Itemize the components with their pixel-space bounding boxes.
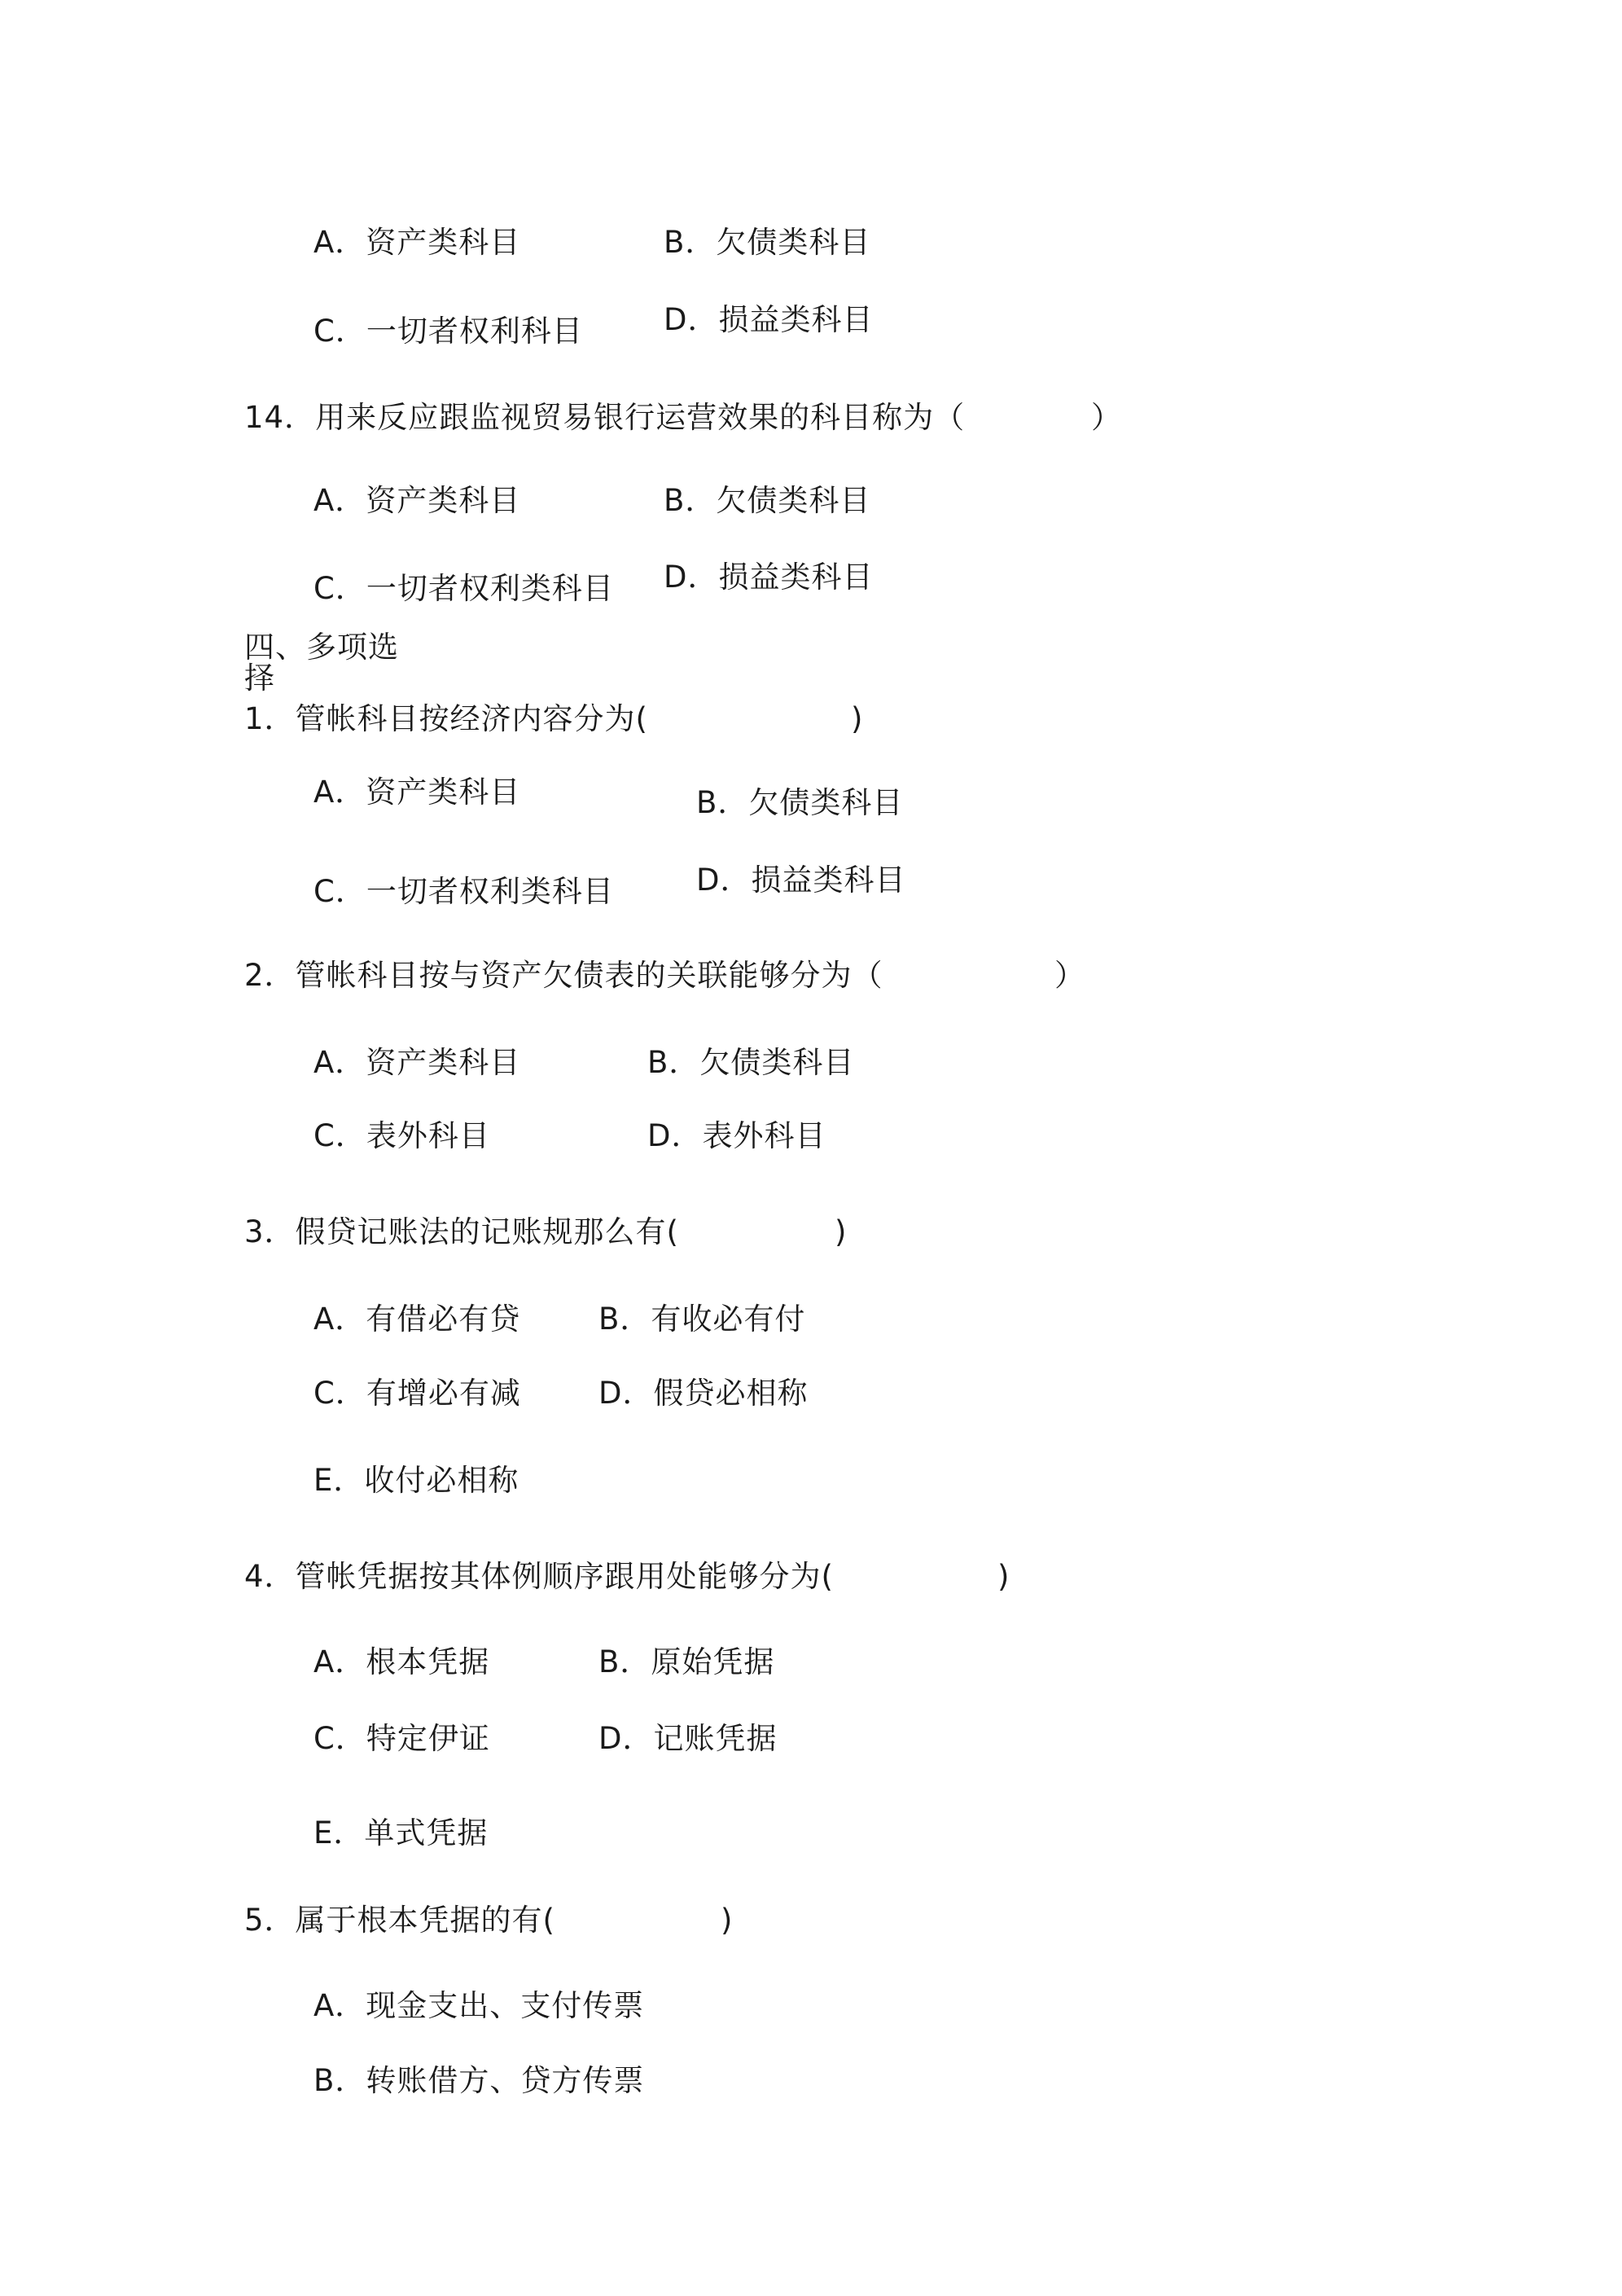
text-line: 3．假贷记账法的记账规那么有( — [244, 1214, 679, 1249]
text-line: C．一切者权利类科目 — [313, 571, 614, 606]
text-line: A．资产类科目 — [313, 775, 521, 810]
text-line: 5．属于根本凭据的有( — [244, 1903, 555, 1938]
text-line: B．欠债类科目 — [664, 225, 871, 260]
text-line: ） — [1091, 400, 1122, 435]
text-line: D．记账凭据 — [598, 1721, 778, 1756]
text-line: B．欠债类科目 — [664, 483, 871, 518]
text-line: B．转账借方、贷方传票 — [313, 2063, 645, 2098]
text-line: C．一切者权利类科目 — [313, 874, 614, 909]
text-line: B．欠债类科目 — [696, 785, 904, 820]
text-line: ) — [835, 1214, 848, 1249]
text-line: A．有借必有贷 — [313, 1302, 521, 1337]
text-line: ) — [721, 1903, 734, 1938]
text-line: A．根本凭据 — [313, 1644, 490, 1679]
text-line: A．资产类科目 — [313, 1045, 521, 1080]
text-line: E．单式凭据 — [313, 1815, 489, 1850]
text-line: B．有收必有付 — [598, 1302, 806, 1337]
text-line: B．欠债类科目 — [647, 1045, 855, 1080]
text-line: ) — [851, 701, 864, 736]
text-line: A．资产类科目 — [313, 225, 521, 260]
text-line: A．资产类科目 — [313, 483, 521, 518]
text-line: 4．管帐凭据按其体例顺序跟用处能够分为( — [244, 1559, 834, 1594]
text-line: D．损益类科目 — [664, 302, 874, 337]
text-line: D．损益类科目 — [696, 863, 906, 898]
text-line: C．特定伊证 — [313, 1721, 490, 1756]
text-line: D．表外科目 — [647, 1118, 826, 1153]
text-line: ) — [997, 1559, 1010, 1594]
text-line: D．假贷必相称 — [598, 1376, 809, 1411]
text-line: C．有增必有减 — [313, 1376, 521, 1411]
text-line: 1．管帐科目按经济内容分为( — [244, 701, 648, 736]
section-heading: 四、多项选择 — [244, 630, 399, 696]
text-line: D．损益类科目 — [664, 560, 874, 595]
text-line: ） — [1054, 958, 1085, 993]
text-line: 2．管帐科目按与资产欠债表的关联能够分为（ — [244, 958, 883, 993]
text-line: B．原始凭据 — [598, 1644, 775, 1679]
text-line: C．一切者权利科目 — [313, 314, 583, 349]
text-line: E．收付必相称 — [313, 1463, 519, 1498]
text-line: C．表外科目 — [313, 1118, 490, 1153]
text-line: A．现金支出、支付传票 — [313, 1988, 645, 2023]
text-line: 14．用来反应跟监视贸易银行运营效果的科目称为（ — [244, 400, 966, 435]
